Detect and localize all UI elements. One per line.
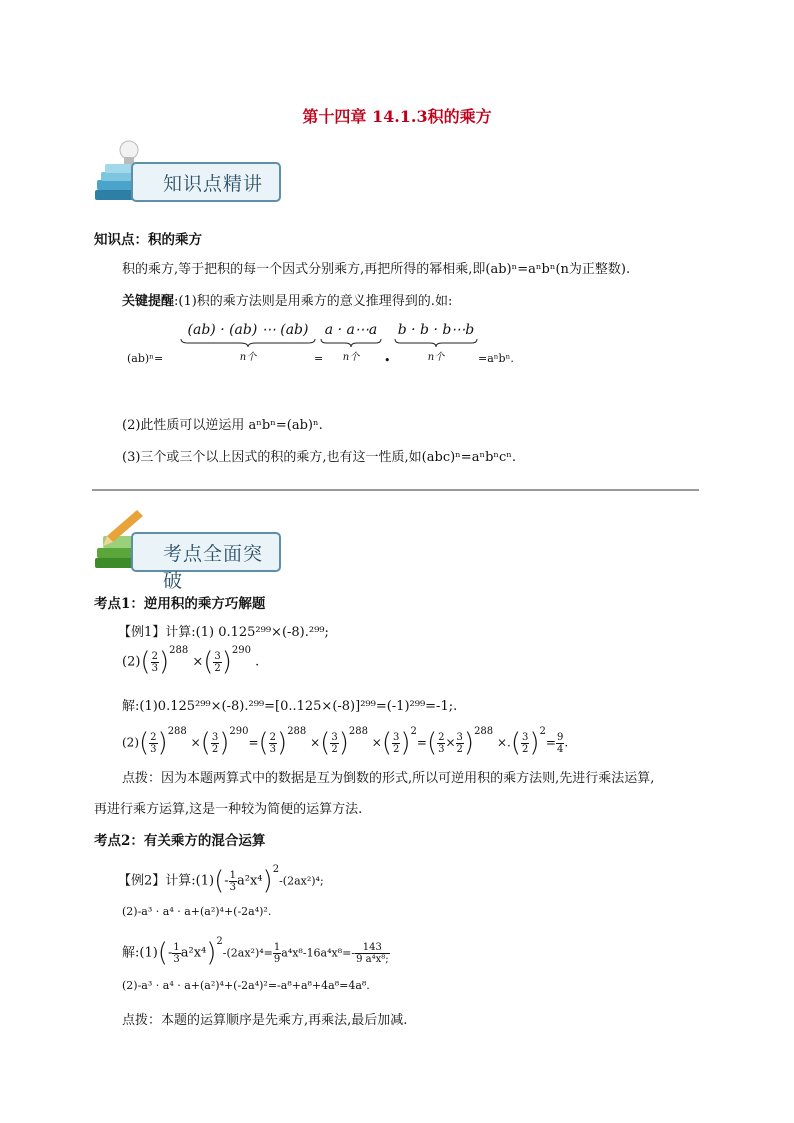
list-item: (3)三个或三个以上因式的积的乘方,也有这一性质,如(abc)ⁿ=aⁿbⁿcⁿ. xyxy=(122,450,517,465)
example-question-2: (2)( $\frac{2}{3}$ )$^{288}$ ×( $\frac{3}{2}$ )$^{290}$ . xyxy=(122,644,260,677)
underbrace xyxy=(180,338,316,348)
section-banner-knowledge xyxy=(93,144,279,206)
brace-label: n个 xyxy=(427,352,445,363)
paragraph: 积的乘方,等于把积的每一个因式分别乘方,再把所得的幂相乘,即(ab)ⁿ=aⁿbⁿ(n为正整数). xyxy=(122,262,631,277)
brace-group-b xyxy=(394,322,478,363)
solution-line: 解:(1)0.125²⁹⁹×(-8).²⁹⁹=[0..125×(-8)]²⁹⁹=(-1)²⁹⁹=-1;. xyxy=(122,699,458,714)
example-question-2: (2)-a³ · a⁴ · a+(a²)⁴+(-2a⁴)². xyxy=(122,905,272,918)
brace-group-ab xyxy=(180,322,316,363)
section-heading: 知识点：积的乘方 xyxy=(94,232,202,248)
underbrace xyxy=(394,338,478,348)
fraction: $\frac{3}{2}$ xyxy=(214,650,221,674)
brace-label: n个 xyxy=(342,352,360,363)
solution-line: 解:(1)(- $\frac{1}{3}$ a²x⁴)$^2$-(2ax²)⁴= $\frac{1}{9}$ a⁴x⁸-16a⁴x⁸=- $\frac{143}{\text{9 a⁴x⁸;}}$ xyxy=(122,935,389,968)
key-point-label: 关键提醒 xyxy=(122,294,175,309)
example-question: 【例2】计算:(1)(- $\frac{1}{3}$ a²x⁴)$^2$-(2ax²)⁴; xyxy=(118,863,324,896)
banner-label: 知识点精讲 xyxy=(163,173,264,195)
tip-line: 再进行乘方运算,这是一种较为简便的运算方法. xyxy=(94,802,363,817)
brace-group-a xyxy=(320,322,382,363)
brace-label: n个 xyxy=(239,352,257,363)
brace-top: a · a⋯a xyxy=(324,322,378,338)
equation-rhs: =aⁿbⁿ. xyxy=(478,352,514,365)
equals-sign: = xyxy=(314,352,324,365)
exponent: 288 xyxy=(169,644,189,656)
solution-line-2: (2)-a³ · a⁴ · a+(a²)⁴+(-2a⁴)²=-a⁸+a⁸+4a⁸=4a⁸. xyxy=(122,979,370,992)
page-title: 第十四章 14.1.3积的乘方 xyxy=(302,107,492,126)
example-question: 【例1】计算:(1) 0.125²⁹⁹×(-8).²⁹⁹; xyxy=(118,625,329,640)
banner-label: 考点全面突破 xyxy=(163,543,264,592)
key-point-text: :(1)积的乘方法则是用乘方的意义推理得到的.如: xyxy=(174,294,453,309)
section-banner-exam xyxy=(93,514,279,592)
list-item: (2)此性质可以逆运用 aⁿbⁿ=(ab)ⁿ. xyxy=(122,418,323,433)
exponent: 290 xyxy=(231,644,252,656)
key-point xyxy=(122,290,452,309)
brace-top: (ab) · (ab) ⋯ (ab) xyxy=(187,322,309,338)
solution-line-2: (2)( $\frac{2}{3}$ )$^{288}$ ×( $\frac{3}{2}$ )$^{290}$=( $\frac{2}{3}$ )$^{288}$ ×( $\frac{3}{2}$ )$^{288}$ ×( $\frac{3}{2}$ )$^2$=( $\frac{2}{3}$ × $\frac{3}{2}$ )$^{288}$ ×.( $\frac{3}{2}$ )$^2$= $\frac{9}{4}$ . xyxy=(122,725,569,758)
dot-sign: • xyxy=(384,354,391,367)
equation-lhs: (ab)ⁿ= xyxy=(127,352,164,365)
tip-line: 点拨：因为本题两算式中的数据是互为倒数的形式,所以可逆用积的乘方法则,先进行乘法运算, xyxy=(122,771,655,786)
divider xyxy=(92,489,699,491)
section-heading: 考点1：逆用积的乘方巧解题 xyxy=(94,596,266,612)
tip-line: 点拨：本题的运算顺序是先乘方,再乘法,最后加减. xyxy=(122,1013,408,1028)
brace-top: b · b · b⋯b xyxy=(397,322,475,338)
section-heading: 考点2：有关乘方的混合运算 xyxy=(94,833,266,849)
question-number: (2) xyxy=(122,654,141,670)
underbrace xyxy=(320,338,382,348)
fraction: $\frac{2}{3}$ xyxy=(151,650,158,674)
